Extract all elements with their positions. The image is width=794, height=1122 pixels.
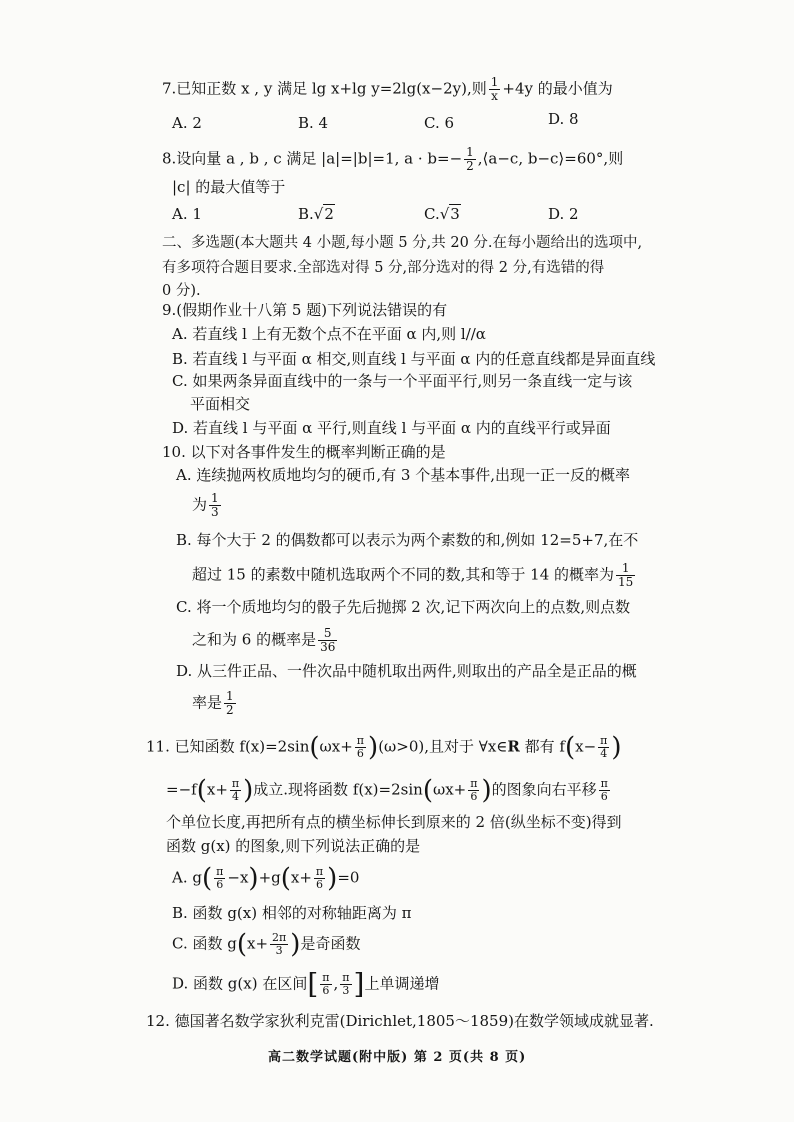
q10-option-a-line2: 为 $\frac{1}{3}$: [192, 491, 219, 519]
q11-option-c: C. 函数 g(x+ $\frac{2\pi}{3}$ )是奇函数: [172, 929, 361, 960]
q9-option-b: B. 若直线 l 与平面 α 相交,则直线 l 与平面 α 内的任意直线都是异面直线: [172, 350, 656, 368]
q11-line4: 函数 g(x) 的图象,则下列说法正确的是: [166, 837, 421, 855]
q8-fraction: $\frac{1}{2}$: [466, 145, 474, 173]
q9-stem: 9.(假期作业十八第 5 题)下列说法错误的有: [162, 301, 448, 319]
q10-option-d-line1: D. 从三件正品、一件次品中随机取出两件,则取出的产品全是正品的概: [176, 662, 637, 680]
q11-line2: =−f(x+ $\frac{\pi}{4}$ )成立.现将函数 f(x)=2sin(ωx+ $\frac{\pi}{6}$ )的图象向右平移 $\frac{\pi}{6}$: [166, 775, 608, 806]
q10-option-c-line2: 之和为 6 的概率是 $\frac{5}{36}$: [192, 626, 336, 654]
q9-option-c-line2: 平面相交: [190, 395, 251, 413]
q7-option-d: D. 8: [548, 110, 579, 128]
q8-option-d: D. 2: [548, 205, 579, 223]
q7-option-c: C. 6: [424, 114, 455, 132]
q10-option-d-line2: 率是 $\frac{1}{2}$: [192, 689, 234, 717]
q8-option-a: A. 1: [172, 205, 202, 223]
q11-option-d: D. 函数 g(x) 在区间[ $\frac{\pi}{6}$ , $\frac{\pi}{3}$ ]上单调递增: [172, 967, 440, 1001]
q10-a-fraction: $\frac{1}{3}$: [211, 491, 219, 519]
q7-option-a: A. 2: [172, 114, 202, 132]
q11-line1: 11. 已知函数 f(x)=2sin(ωx+ $\frac{\pi}{6}$ )(ω>0),且对于 ∀x∈R 都有 f(x− $\frac{\pi}{4}$ ): [146, 732, 622, 763]
q10-option-c-line1: C. 将一个质地均匀的骰子先后抛掷 2 次,记下两次向上的点数,则点数: [176, 598, 631, 616]
q7-stem: 7.已知正数 x , y 满足 lg x+lg y=2lg(x−2y),则 $\frac{1}{x}$ +4y 的最小值为: [162, 75, 613, 103]
section2-line2: 有多项符合题目要求.全部选对得 5 分,部分选对的得 2 分,有选错的得: [162, 260, 605, 276]
q11-option-b: B. 函数 g(x) 相邻的对称轴距离为 π: [172, 904, 412, 922]
q10-option-b-line2: 超过 15 的素数中随机选取两个不同的数,其和等于 14 的概率为 $\frac{1}{15}$: [192, 561, 634, 589]
q8-option-c: C.√3: [424, 205, 460, 223]
q10-c-fraction: $\frac{5}{36}$: [320, 626, 336, 654]
section2-line1: 二、多选题(本大题共 4 小题,每小题 5 分,共 20 分.在每小题给出的选项中,: [162, 235, 643, 251]
q11-option-a: A. g( $\frac{\pi}{6}$ −x)+g(x+ $\frac{\pi}{6}$ )=0: [172, 863, 360, 894]
q10-option-b-line1: B. 每个大于 2 的偶数都可以表示为两个素数的和,例如 12=5+7,在不: [176, 531, 639, 549]
q11-line3: 个单位长度,再把所有点的横坐标伸长到原来的 2 倍(纵坐标不变)得到: [166, 813, 622, 831]
q8-line2: |c| 的最大值等于: [172, 178, 286, 196]
q12-stem: 12. 德国著名数学家狄利克雷(Dirichlet,1805～1859)在数学领域成就显著.: [146, 1012, 654, 1030]
q9-option-d: D. 若直线 l 与平面 α 平行,则直线 l 与平面 α 内的直线平行或异面: [172, 419, 611, 437]
q9-option-a: A. 若直线 l 上有无数个点不在平面 α 内,则 l//α: [172, 325, 486, 343]
section2-line3: 0 分).: [162, 283, 201, 299]
q10-d-fraction: $\frac{1}{2}$: [226, 689, 234, 717]
q8-option-b: B.√2: [298, 205, 334, 223]
page-footer: 高二数学试题(附中版) 第 2 页(共 8 页): [268, 1050, 527, 1065]
q10-stem: 10. 以下对各事件发生的概率判断正确的是: [162, 443, 446, 461]
q9-option-c-line1: C. 如果两条异面直线中的一条与一个平面平行,则另一条直线一定与该: [172, 372, 633, 390]
q8-stem: 8.设向量 a , b , c 满足 |a|=|b|=1, a · b=− $\frac{1}{2}$ ,⟨a−c, b−c⟩=60°,则: [162, 145, 624, 173]
q7-option-b: B. 4: [298, 114, 329, 132]
q7-fraction: $\frac{1}{x}$: [490, 75, 499, 103]
q10-option-a-line1: A. 连续抛两枚质地均匀的硬币,有 3 个基本事件,出现一正一反的概率: [176, 466, 630, 484]
q10-b-fraction: $\frac{1}{15}$: [618, 561, 634, 589]
